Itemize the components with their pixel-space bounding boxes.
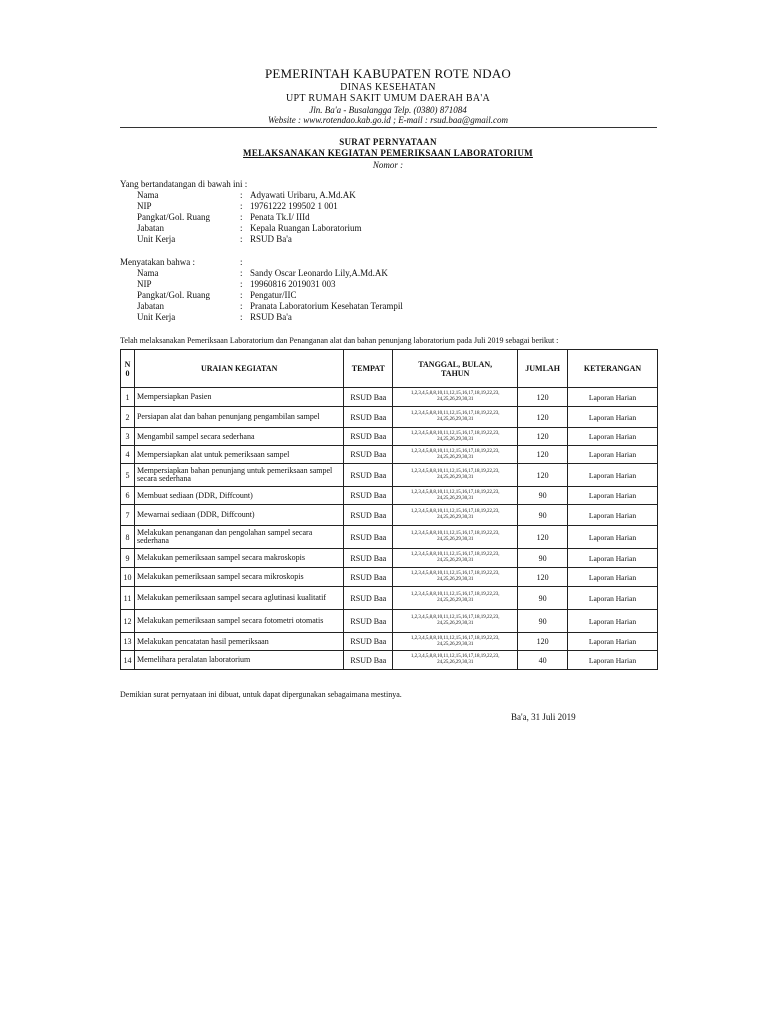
contact-line: Website : www.rotendao.kab.go.id ; E-mail : rsud.baa@gmail.com — [268, 115, 508, 126]
header-jumlah: JUMLAH — [518, 350, 568, 388]
row-uraian: Mengambil sampel secara sederhana — [134, 428, 343, 446]
document-title-block — [120, 137, 656, 171]
row-jumlah: 90 — [518, 549, 568, 568]
detail-row — [137, 212, 361, 223]
table-row — [121, 587, 658, 610]
table-row — [121, 610, 658, 633]
row-jumlah: 120 — [518, 388, 568, 407]
detail-colon: : — [240, 312, 243, 322]
detail-row — [137, 223, 361, 234]
row-tempat: RSUD Baa — [344, 428, 393, 446]
table-row — [121, 651, 658, 670]
row-number: 7 — [121, 505, 135, 526]
row-number: 9 — [121, 549, 135, 568]
detail-value: Adyawati Uribaru, A.Md.AK — [250, 190, 356, 200]
row-uraian: Membuat sediaan (DDR, Diffcount) — [134, 487, 343, 505]
row-tanggal: 1,2,3,4,5,8,8,10,11,12,15,16,17,18,19,22,23, 24,25,26,29,30,31 — [393, 407, 518, 428]
detail-row — [137, 234, 361, 245]
row-jumlah: 120 — [518, 464, 568, 487]
row-keterangan: Laporan Harian — [568, 464, 658, 487]
detail-row — [137, 290, 403, 301]
table-row — [121, 633, 658, 651]
detail-value: RSUD Ba'a — [250, 234, 292, 244]
row-jumlah: 120 — [518, 446, 568, 464]
detail-key: Nama — [137, 190, 159, 200]
detail-colon: : — [240, 212, 243, 222]
detail-colon: : — [240, 279, 243, 289]
table-row — [121, 388, 658, 407]
row-keterangan: Laporan Harian — [568, 487, 658, 505]
row-number: 8 — [121, 526, 135, 549]
row-uraian: Melakukan pencatatan hasil pemeriksaan — [134, 633, 343, 651]
row-keterangan: Laporan Harian — [568, 549, 658, 568]
detail-row — [137, 190, 361, 201]
government-name: PEMERINTAH KABUPATEN ROTE NDAO — [264, 66, 512, 81]
signer-intro: Yang bertandatangan di bawah ini : — [120, 179, 248, 189]
row-jumlah: 120 — [518, 526, 568, 549]
row-tempat: RSUD Baa — [344, 610, 393, 633]
table-row — [121, 428, 658, 446]
row-uraian: Melakukan pemeriksaan sampel secara makroskopis — [134, 549, 343, 568]
row-tempat: RSUD Baa — [344, 464, 393, 487]
row-tanggal: 1,2,3,4,5,8,8,10,11,12,15,16,17,18,19,22,23, 24,25,26,29,30,31 — [393, 549, 518, 568]
row-tanggal: 1,2,3,4,5,8,8,10,11,12,15,16,17,18,19,22,23, 24,25,26,29,30,31 — [393, 633, 518, 651]
row-number: 12 — [121, 610, 135, 633]
detail-value: Penata Tk.I/ IIId — [250, 212, 310, 222]
row-uraian: Memelihara peralatan laboratorium — [134, 651, 343, 670]
table-row — [121, 505, 658, 526]
row-keterangan: Laporan Harian — [568, 587, 658, 610]
table-row — [121, 487, 658, 505]
row-number: 4 — [121, 446, 135, 464]
row-number: 14 — [121, 651, 135, 670]
row-tanggal: 1,2,3,4,5,8,8,10,11,12,15,16,17,18,19,22,23, 24,25,26,29,30,31 — [393, 526, 518, 549]
row-number: 6 — [121, 487, 135, 505]
row-number: 10 — [121, 568, 135, 587]
detail-value: 19761222 199502 1 001 — [250, 201, 338, 211]
row-jumlah: 40 — [518, 651, 568, 670]
row-keterangan: Laporan Harian — [568, 388, 658, 407]
row-tanggal: 1,2,3,4,5,8,8,10,11,12,15,16,17,18,19,22,23, 24,25,26,29,30,31 — [393, 464, 518, 487]
detail-key: Nama — [137, 268, 159, 278]
row-tempat: RSUD Baa — [344, 487, 393, 505]
detail-colon: : — [240, 234, 243, 244]
header-no: N 0 — [121, 350, 135, 388]
detail-key: Unit Kerja — [137, 234, 176, 244]
signer-details — [137, 190, 361, 245]
row-tempat: RSUD Baa — [344, 633, 393, 651]
row-tanggal: 1,2,3,4,5,8,8,10,11,12,15,16,17,18,19,22,23, 24,25,26,29,30,31 — [393, 428, 518, 446]
activity-table — [120, 349, 658, 670]
agency-name: DINAS KESEHATAN — [340, 81, 436, 93]
detail-row — [137, 268, 403, 279]
row-tanggal: 1,2,3,4,5,8,8,10,11,12,15,16,17,18,19,22,23, 24,25,26,29,30,31 — [393, 610, 518, 633]
detail-key: Jabatan — [137, 301, 164, 311]
row-number: 13 — [121, 633, 135, 651]
table-row — [121, 568, 658, 587]
row-tanggal: 1,2,3,4,5,8,8,10,11,12,15,16,17,18,19,22,23, 24,25,26,29,30,31 — [393, 651, 518, 670]
row-jumlah: 90 — [518, 505, 568, 526]
row-tanggal: 1,2,3,4,5,8,8,10,11,12,15,16,17,18,19,22,23, 24,25,26,29,30,31 — [393, 388, 518, 407]
detail-key: Pangkat/Gol. Ruang — [137, 290, 210, 300]
row-uraian: Mempersiapkan alat untuk pemeriksaan sampel — [134, 446, 343, 464]
detail-colon: : — [240, 190, 243, 200]
subject-intro: Menyatakan bahwa : — [120, 257, 195, 267]
row-tanggal: 1,2,3,4,5,8,8,10,11,12,15,16,17,18,19,22,23, 24,25,26,29,30,31 — [393, 587, 518, 610]
detail-colon: : — [240, 268, 243, 278]
row-keterangan: Laporan Harian — [568, 651, 658, 670]
detail-value: Kepala Ruangan Laboratorium — [250, 223, 362, 233]
table-row — [121, 549, 658, 568]
subject-details — [137, 268, 403, 323]
row-number: 11 — [121, 587, 135, 610]
detail-value: 19960816 2019031 003 — [250, 279, 336, 289]
row-tempat: RSUD Baa — [344, 549, 393, 568]
detail-row — [137, 301, 403, 312]
row-jumlah: 90 — [518, 487, 568, 505]
row-jumlah: 120 — [518, 407, 568, 428]
row-tanggal: 1,2,3,4,5,8,8,10,11,12,15,16,17,18,19,22,23, 24,25,26,29,30,31 — [393, 446, 518, 464]
row-uraian: Melakukan pemeriksaan sampel secara mikroskopis — [134, 568, 343, 587]
statement-text: Telah melaksanakan Pemeriksaan Laboratorium dan Penanganan alat dan bahan penunjang laboratorium pada Juli 2019 sebagai berikut : — [120, 336, 559, 345]
detail-value: Pranata Laboratorium Kesehatan Terampil — [250, 301, 403, 311]
row-uraian: Mewarnai sediaan (DDR, Diffcount) — [134, 505, 343, 526]
row-tanggal: 1,2,3,4,5,8,8,10,11,12,15,16,17,18,19,22,23, 24,25,26,29,30,31 — [393, 505, 518, 526]
address-line: Jln. Ba'a - Busalangga Telp. (0380) 871084 — [309, 104, 467, 115]
row-keterangan: Laporan Harian — [568, 568, 658, 587]
row-tanggal: 1,2,3,4,5,8,8,10,11,12,15,16,17,18,19,22,23, 24,25,26,29,30,31 — [393, 487, 518, 505]
row-jumlah: 120 — [518, 428, 568, 446]
detail-value: Pengatur/IIC — [250, 290, 297, 300]
row-uraian: Mempersiapkan bahan penunjang untuk pemeriksaan sampel secara sederhana — [134, 464, 343, 487]
row-jumlah: 120 — [518, 633, 568, 651]
header-tanggal: TANGGAL, BULAN, TAHUN — [393, 350, 518, 388]
hospital-name: UPT RUMAH SAKIT UMUM DAERAH BA'A — [285, 93, 491, 105]
row-keterangan: Laporan Harian — [568, 428, 658, 446]
detail-row — [137, 279, 403, 290]
table-header-row — [121, 350, 658, 388]
row-jumlah: 120 — [518, 568, 568, 587]
row-number: 5 — [121, 464, 135, 487]
place-date: Ba'a, 31 Juli 2019 — [511, 712, 576, 722]
row-uraian: Mempersiapkan Pasien — [134, 388, 343, 407]
row-number: 2 — [121, 407, 135, 428]
table-row — [121, 446, 658, 464]
row-tanggal: 1,2,3,4,5,8,8,10,11,12,15,16,17,18,19,22,23, 24,25,26,29,30,31 — [393, 568, 518, 587]
document-subtitle: MELAKSANAKAN KEGIATAN PEMERIKSAAN LABORATORIUM — [243, 148, 533, 159]
detail-key: NIP — [137, 201, 152, 211]
row-tempat: RSUD Baa — [344, 446, 393, 464]
row-uraian: Melakukan pemeriksaan sampel secara aglutinasi kualitatif — [134, 587, 343, 610]
row-keterangan: Laporan Harian — [568, 505, 658, 526]
row-jumlah: 90 — [518, 587, 568, 610]
detail-row — [137, 312, 403, 323]
row-tempat: RSUD Baa — [344, 587, 393, 610]
header-tempat: TEMPAT — [344, 350, 393, 388]
document-number: Nomor : — [372, 159, 404, 170]
row-keterangan: Laporan Harian — [568, 407, 658, 428]
header-uraian: URAIAN KEGIATAN — [134, 350, 343, 388]
detail-key: NIP — [137, 279, 152, 289]
detail-colon: : — [240, 301, 243, 311]
detail-row — [137, 201, 361, 212]
subject-intro-colon: : — [240, 257, 243, 267]
row-keterangan: Laporan Harian — [568, 633, 658, 651]
row-uraian: Melakukan penanganan dan pengolahan sampel secara sederhana — [134, 526, 343, 549]
letterhead — [120, 67, 656, 126]
header-keterangan: KETERANGAN — [568, 350, 658, 388]
detail-key: Pangkat/Gol. Ruang — [137, 212, 210, 222]
closing-text: Demikian surat pernyataan ini dibuat, untuk dapat dipergunakan sebagaimana mestinya. — [120, 690, 402, 699]
row-tempat: RSUD Baa — [344, 388, 393, 407]
row-uraian: Melakukan pemeriksaan sampel secara fotometri otomatis — [134, 610, 343, 633]
detail-colon: : — [240, 201, 243, 211]
detail-colon: : — [240, 223, 243, 233]
row-keterangan: Laporan Harian — [568, 526, 658, 549]
table-row — [121, 407, 658, 428]
row-number: 3 — [121, 428, 135, 446]
detail-colon: : — [240, 290, 243, 300]
row-tempat: RSUD Baa — [344, 526, 393, 549]
row-keterangan: Laporan Harian — [568, 610, 658, 633]
row-tempat: RSUD Baa — [344, 407, 393, 428]
row-uraian: Persiapan alat dan bahan penunjang pengambilan sampel — [134, 407, 343, 428]
letterhead-divider — [120, 127, 657, 128]
row-tempat: RSUD Baa — [344, 651, 393, 670]
detail-key: Jabatan — [137, 223, 164, 233]
document-title: SURAT PERNYATAAN — [339, 137, 437, 147]
row-number: 1 — [121, 388, 135, 407]
table-row — [121, 526, 658, 549]
row-tempat: RSUD Baa — [344, 568, 393, 587]
detail-value: RSUD Ba'a — [250, 312, 292, 322]
row-tempat: RSUD Baa — [344, 505, 393, 526]
row-jumlah: 90 — [518, 610, 568, 633]
table-row — [121, 464, 658, 487]
detail-value: Sandy Oscar Leonardo Lily,A.Md.AK — [250, 268, 388, 278]
detail-key: Unit Kerja — [137, 312, 176, 322]
row-keterangan: Laporan Harian — [568, 446, 658, 464]
